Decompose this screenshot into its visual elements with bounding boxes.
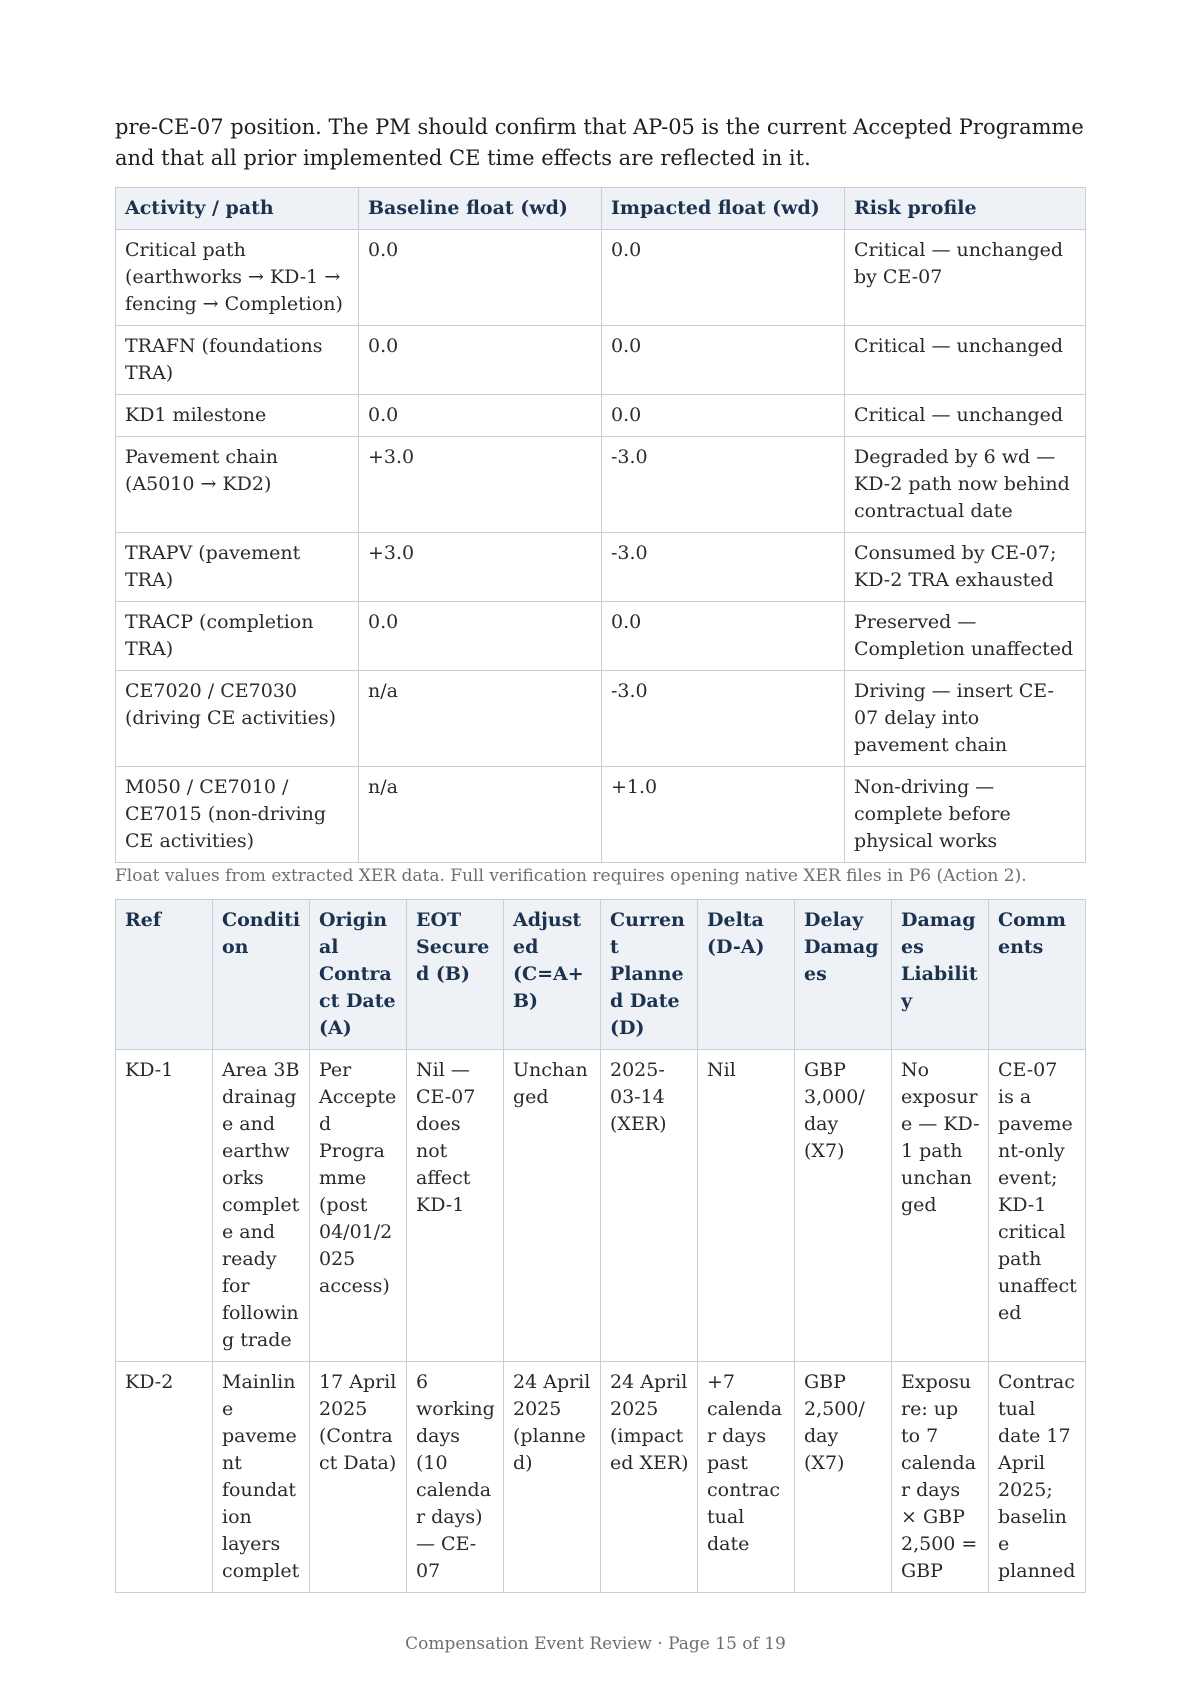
table-cell: Area 3B drainage and earthworks complete and ready for following trade — [213, 1050, 310, 1362]
table-cell: 0.0 — [602, 230, 845, 326]
table-cell: -3.0 — [602, 437, 845, 533]
column-header-delay-damages: Delay Damages — [795, 900, 892, 1050]
table-cell: 0.0 — [602, 395, 845, 437]
table-cell: Driving — insert CE-07 delay into pavement chain — [845, 671, 1086, 767]
table-cell: TRAPV (pavement TRA) — [116, 533, 359, 602]
table-cell: 2025-03-14 (XER) — [601, 1050, 698, 1362]
table-cell: No exposure — KD-1 path unchanged — [892, 1050, 989, 1362]
table-cell: +7 calendar days past contractual date — [698, 1362, 795, 1593]
table-cell: Exposure: up to 7 calendar days × GBP 2,500 = GBP — [892, 1362, 989, 1593]
table-cell: Preserved — Completion unaffected — [845, 602, 1086, 671]
table-cell: Mainline pavement foundation layers complet — [213, 1362, 310, 1593]
table-cell: 0.0 — [602, 326, 845, 395]
table-row — [116, 1362, 1086, 1593]
column-header-impacted-float: Impacted float (wd) — [602, 188, 845, 230]
table-cell: Nil — [698, 1050, 795, 1362]
table-cell: +3.0 — [359, 533, 602, 602]
table-row — [116, 533, 1086, 602]
table-cell: Critical — unchanged — [845, 395, 1086, 437]
column-header-damages-liability: Damages Liability — [892, 900, 989, 1050]
float-table — [115, 187, 1086, 863]
table-cell: n/a — [359, 767, 602, 863]
table-row — [116, 395, 1086, 437]
column-header-ref: Ref — [116, 900, 213, 1050]
table-cell: +3.0 — [359, 437, 602, 533]
table-cell: Pavement chain (A5010 → KD2) — [116, 437, 359, 533]
table-cell: 17 April 2025 (Contract Data) — [310, 1362, 407, 1593]
float-table-note: Float values from extracted XER data. Full verification requires opening native XER files in P6 (Action 2). — [115, 866, 1027, 886]
table-row — [116, 437, 1086, 533]
table-cell: Consumed by CE-07; KD-2 TRA exhausted — [845, 533, 1086, 602]
table-cell: 0.0 — [359, 395, 602, 437]
table-cell: 0.0 — [359, 602, 602, 671]
table-cell: 24 April 2025 (planned) — [504, 1362, 601, 1593]
column-header-activity: Activity / path — [116, 188, 359, 230]
table-cell: 0.0 — [359, 230, 602, 326]
column-header-eot: EOT Secured (B) — [407, 900, 504, 1050]
table-cell: 0.0 — [602, 602, 845, 671]
table-cell: 24 April 2025 (impacted XER) — [601, 1362, 698, 1593]
table-cell: KD-2 — [116, 1362, 213, 1593]
column-header-baseline-float: Baseline float (wd) — [359, 188, 602, 230]
table-cell: -3.0 — [602, 533, 845, 602]
table-cell: Degraded by 6 wd — KD-2 path now behind contractual date — [845, 437, 1086, 533]
table-row — [116, 671, 1086, 767]
table-cell: 6 working days (10 calendar days) — CE-07 — [407, 1362, 504, 1593]
table-cell: Nil — CE-07 does not affect KD-1 — [407, 1050, 504, 1362]
table-cell: CE7020 / CE7030 (driving CE activities) — [116, 671, 359, 767]
page-footer: Compensation Event Review · Page 15 of 19 — [405, 1634, 786, 1654]
table-cell: Critical — unchanged — [845, 326, 1086, 395]
column-header-risk-profile: Risk profile — [845, 188, 1086, 230]
table-cell: KD1 milestone — [116, 395, 359, 437]
table-cell: Per Accepted Programme (post 04/01/2025 access) — [310, 1050, 407, 1362]
column-header-comments: Comments — [989, 900, 1086, 1050]
table-row — [116, 602, 1086, 671]
table-cell: -3.0 — [602, 671, 845, 767]
table-row — [116, 1050, 1086, 1362]
key-dates-table — [115, 899, 1086, 1593]
table-row — [116, 767, 1086, 863]
float-table-header-row — [116, 188, 1086, 230]
table-cell: GBP 2,500/ day (X7) — [795, 1362, 892, 1593]
column-header-original-date: Original Contract Date (A) — [310, 900, 407, 1050]
table-cell: KD-1 — [116, 1050, 213, 1362]
column-header-adjusted: Adjusted (C=A+B) — [504, 900, 601, 1050]
table-cell: TRACP (completion TRA) — [116, 602, 359, 671]
table-cell: Unchanged — [504, 1050, 601, 1362]
table-cell: TRAFN (foundations TRA) — [116, 326, 359, 395]
key-dates-header-row — [116, 900, 1086, 1050]
table-cell: Non-driving — complete before physical works — [845, 767, 1086, 863]
column-header-condition: Condition — [213, 900, 310, 1050]
table-cell: Critical — unchanged by CE-07 — [845, 230, 1086, 326]
table-cell: Critical path (earthworks → KD-1 → fencing → Completion) — [116, 230, 359, 326]
intro-paragraph: pre-CE-07 position. The PM should confirm that AP-05 is the current Accepted Programme and that all prior implemented CE time effects are reflected in it. — [115, 115, 1084, 170]
column-header-current-planned: Current Planned Date (D) — [601, 900, 698, 1050]
table-cell: GBP 3,000/ day (X7) — [795, 1050, 892, 1362]
table-cell: +1.0 — [602, 767, 845, 863]
table-row — [116, 230, 1086, 326]
table-cell: 0.0 — [359, 326, 602, 395]
table-cell: Contractual date 17 April 2025; baseline planned — [989, 1362, 1086, 1593]
table-row — [116, 326, 1086, 395]
table-cell: n/a — [359, 671, 602, 767]
column-header-delta: Delta (D-A) — [698, 900, 795, 1050]
key-dates-table-viewport — [115, 899, 1086, 1595]
table-cell: CE-07 is a pavement-only event; KD-1 critical path unaffected — [989, 1050, 1086, 1362]
table-cell: M050 / CE7010 / CE7015 (non-driving CE activities) — [116, 767, 359, 863]
